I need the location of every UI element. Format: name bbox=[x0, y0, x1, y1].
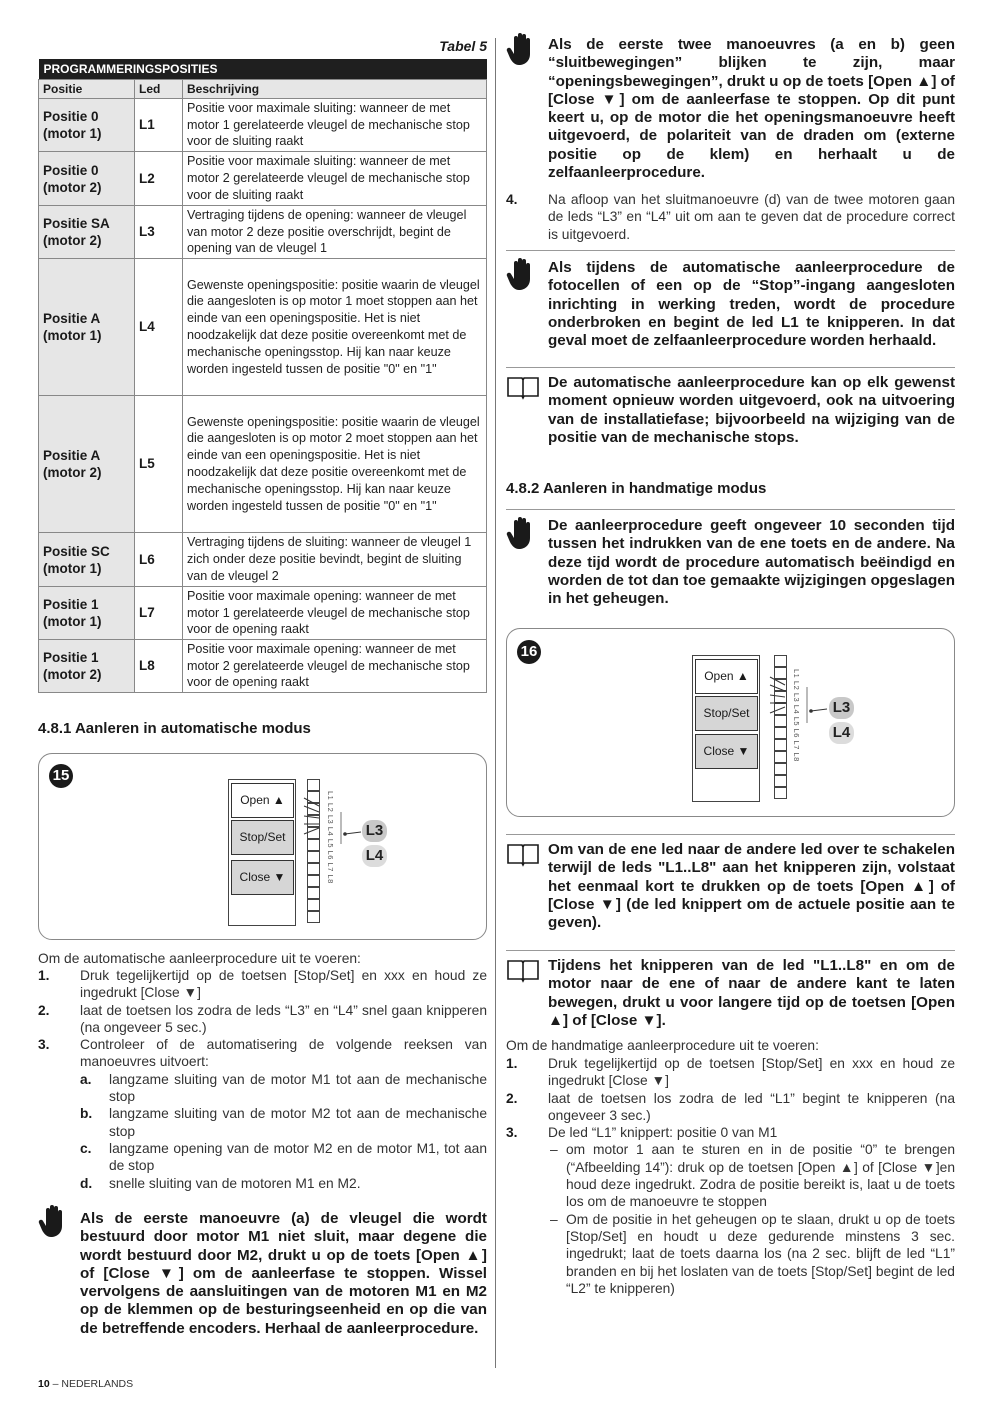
info-note-switch-led: Om van de ene led naar de andere led over te schakelen terwijl de leds "L1..L8" aan het knipperen zijn, volstaat het eenmaal kort te drukken op de toets [Open ▲] of [Close ▼] (de led knippert om de actuele positie aan te geven). bbox=[506, 834, 955, 935]
table-row bbox=[39, 152, 487, 206]
auto-intro: Om de automatische aanleerprocedure uit te voeren: bbox=[38, 951, 361, 966]
step-4: 4. Na afloop van het sluitmanoeuvre (d) van de twee motoren gaan de leds “L3” en “L4” uit om aan te geven dat de procedure correct is uitgevoerd. bbox=[506, 192, 955, 242]
cell-led: L1 bbox=[135, 99, 183, 152]
connector-lines bbox=[289, 794, 369, 844]
led-badge-l4: L4 bbox=[829, 722, 854, 744]
page-number: 10 bbox=[38, 1378, 50, 1390]
cell-position: Positie 0 (motor 2) bbox=[39, 152, 135, 206]
table-row bbox=[39, 640, 487, 693]
cell-led: L4 bbox=[135, 259, 183, 396]
hand-stop-icon bbox=[506, 514, 540, 550]
warning-note-motor-swap: Als de eerste manoeuvre (a) de vleugel die wordt bestuurd door motor M1 niet sluit, maar degene die wordt bestuurd door M2, drukt u op de toets [Open ▲] of [Close ▼] om de aanleerfase te stoppen. Wissel vervolgens de aansluitingen van de motoren M1 en M2 op de klemmen op de besturingseenheid en op die van de betreffende encoders. Herhaal de aanleerprocedure. bbox=[38, 1202, 487, 1352]
cell-position: Positie A (motor 2) bbox=[39, 396, 135, 533]
list-item: 2. laat de toetsen los zodra de leds “L3” en “L4” snel gaan knipperen (na ongeveer 5 sec.) bbox=[38, 1002, 487, 1035]
led-badge-l3: L3 bbox=[362, 820, 387, 842]
list-item: d. snelle sluiting van de motoren M1 en M2. bbox=[80, 1175, 361, 1191]
led-badge-l4: L4 bbox=[362, 845, 387, 867]
cell-led: L2 bbox=[135, 152, 183, 206]
auto-steps-list bbox=[38, 967, 487, 1192]
book-icon bbox=[506, 841, 540, 867]
close-button[interactable]: Close ▼ bbox=[231, 860, 294, 895]
cell-led: L8 bbox=[135, 640, 183, 693]
cell-led: L7 bbox=[135, 587, 183, 640]
list-item: – Om de positie in het geheugen op te slaan, drukt u op de toets [Stop/Set] en houdt u deze gedurende minstens 3 sec. ingedrukt; laat de toets daarna los (na 2 sec. blijft de led “L1” branden en bij het loslaten van de toets [Stop/Set] begint de led “L2” te knipperen) bbox=[550, 1211, 955, 1296]
figure-15 bbox=[38, 753, 487, 940]
led-labels: L1 L2 L3 L4 L5 L6 L7 L8 bbox=[792, 669, 801, 762]
cell-led: L6 bbox=[135, 533, 183, 587]
cell-led: L3 bbox=[135, 206, 183, 259]
cell-position: Positie SA (motor 2) bbox=[39, 206, 135, 259]
control-panel bbox=[228, 779, 296, 926]
programming-positions-table bbox=[38, 59, 487, 693]
hand-stop-icon bbox=[506, 30, 540, 66]
table-row bbox=[39, 396, 487, 533]
table-row bbox=[39, 206, 487, 259]
cell-position: Positie 1 (motor 1) bbox=[39, 587, 135, 640]
table-row bbox=[39, 587, 487, 640]
open-button[interactable]: Open ▲ bbox=[695, 659, 758, 694]
warning-note-polarity: Als de eerste twee manoeuvres (a en b) geen “sluitbewegingen” blijken te zijn, maar “openingsbewegingen”, drukt u op de toets [Open ▲] of [Close ▼] om de aanleerfase te stoppen. Op dit punt keert u, op de motor die het openingsmanoeuvre heeft uitgevoerd, de polariteit van de draden om (externe positie op de klem) en herhaalt u de zelfaanleerprocedure. bbox=[506, 30, 955, 180]
control-panel bbox=[692, 655, 760, 802]
open-button[interactable]: Open ▲ bbox=[231, 783, 294, 818]
cell-description: Vertraging tijdens de opening: wanneer de vleugel van motor 2 deze positie overschrijdt, begint de opening van de vleugel 1 bbox=[183, 206, 487, 259]
cell-description: Gewenste openingspositie: positie waarin de vleugel die aangesloten is op motor 2 moet stoppen aan het einde van een openingspositie. Het is niet noodzakelijk dat deze positie overeenkomt met de mechanische openingsstop. Hij kan naar keuze worden ingesteld tussen de positie "0" en "1" bbox=[183, 396, 487, 533]
book-icon bbox=[506, 374, 540, 400]
cell-description: Vertraging tijdens de sluiting: wanneer de vleugel 1 zich onder deze positie bevindt, begint de sluiting van de vleugel 2 bbox=[183, 533, 487, 587]
list-item: a. langzame sluiting van de motor M1 tot aan de mechanische stop bbox=[80, 1071, 487, 1105]
cell-position: Positie 1 (motor 2) bbox=[39, 640, 135, 693]
stop-set-button[interactable]: Stop/Set bbox=[231, 820, 294, 855]
cell-description: Positie voor maximale opening: wanneer de met motor 1 gerelateerde vleugel de mechanische stop voor de opening raakt bbox=[183, 587, 487, 640]
list-item: 1. Druk tegelijkertijd op de toetsen [Stop/Set] en xxx en houd ze ingedrukt [Close ▼] bbox=[38, 968, 487, 1001]
cell-description: Positie voor maximale sluiting: wanneer de met motor 1 gerelateerde vleugel de mechanische stop voor de sluiting raakt bbox=[183, 99, 487, 152]
table-row bbox=[39, 99, 487, 152]
info-note-repeat: De automatische aanleerprocedure kan op elk gewenst moment opnieuw worden uitgevoerd, ook na uitvoering van de installatiefase; bijvoorbeeld na wijziging van de positie van de mechanische stops. bbox=[506, 367, 955, 448]
list-item: – om motor 1 aan te sturen en in de positie “0” te brengen (“Afbeelding 14”): druk op de toetsen [Open ▲] of [Close ▼]en houd deze ingedrukt. Zodra de positie bereikt is, laat u de toets los om de manoeuvre te stoppen bbox=[550, 1142, 955, 1210]
list-item: 2. laat de toetsen los zodra de led “L1” begint te knipperen (na ongeveer 3 sec.) bbox=[506, 1090, 955, 1123]
list-item: b. langzame sluiting van de motor M2 tot aan de mechanische stop bbox=[80, 1106, 487, 1139]
column-divider bbox=[495, 38, 496, 1368]
col-header-positie: Positie bbox=[39, 80, 135, 99]
cell-led: L5 bbox=[135, 396, 183, 533]
section-heading-481: 4.8.1 Aanleren in automatische modus bbox=[38, 720, 311, 737]
section-heading-482: 4.8.2 Aanleren in handmatige modus bbox=[506, 480, 767, 497]
list-item: 3. Controleer of de automatisering de volgende reeksen van manoeuvres uitvoert: bbox=[38, 1037, 487, 1070]
footer-language: – NEDERLANDS bbox=[49, 1378, 134, 1390]
col-header-led: Led bbox=[135, 80, 183, 99]
list-item: 3. De led “L1” knippert: positie 0 van M1 bbox=[506, 1125, 778, 1141]
cell-position: Positie 0 (motor 1) bbox=[39, 99, 135, 152]
book-icon bbox=[506, 957, 540, 983]
warning-note-timeout: De aanleerprocedure geeft ongeveer 10 seconden tijd tussen het indrukken van de ene toets en de andere. Na deze tijd wordt de procedure automatisch beëindigd en worden de tot dan toe gemaakte wijzigingen opgeslagen in het geheugen. bbox=[506, 509, 955, 610]
close-button[interactable]: Close ▼ bbox=[695, 734, 758, 769]
manual-intro: Om de handmatige aanleerprocedure uit te voeren: bbox=[506, 1038, 819, 1053]
cell-position: Positie A (motor 1) bbox=[39, 259, 135, 396]
stop-set-button[interactable]: Stop/Set bbox=[695, 696, 758, 731]
list-item: 1. Druk tegelijkertijd op de toetsen [Stop/Set] en xxx en houd ze ingedrukt [Close ▼] bbox=[506, 1056, 955, 1089]
led-badge-l3: L3 bbox=[829, 697, 854, 719]
connector-lines bbox=[755, 673, 835, 723]
hand-stop-icon bbox=[38, 1202, 72, 1238]
cell-description: Positie voor maximale sluiting: wanneer de met motor 2 gerelateerde vleugel de mechanische stop voor de sluiting raakt bbox=[183, 152, 487, 206]
table-row bbox=[39, 259, 487, 396]
led-labels: L1 L2 L3 L4 L5 L6 L7 L8 bbox=[326, 791, 335, 884]
cell-description: Positie voor maximale opening: wanneer de met motor 2 gerelateerde vleugel de mechanische stop voor de opening raakt bbox=[183, 640, 487, 693]
figure-16 bbox=[506, 628, 955, 817]
page-footer bbox=[38, 1378, 133, 1390]
list-item: c. langzame opening van de motor M2 en de motor M1, tot aan de stop bbox=[80, 1140, 487, 1174]
cell-position: Positie SC (motor 1) bbox=[39, 533, 135, 587]
info-note-move-motor: Tijdens het knipperen van de led "L1..L8" en om de motor naar de ene of naar de andere kant te laten bewegen, drukt u voor langere tijd op de toetsen [Open ▲] of [Close ▼]. bbox=[506, 950, 955, 1031]
hand-stop-icon bbox=[506, 255, 540, 291]
cell-description: Gewenste openingspositie: positie waarin de vleugel die aangesloten is op motor 1 moet stoppen aan het einde van een openingspositie. Het is niet noodzakelijk dat deze positie overeenkomt met de mechanische openingsstop. Hij kan naar keuze worden ingesteld tussen de positie "0" en "1" bbox=[183, 259, 487, 396]
figure-number: 15 bbox=[49, 764, 73, 788]
warning-note-photocells: Als tijdens de automatische aanleerprocedure de fotocellen of een op de “Stop”-ingang aangesloten inrichting in werking treden, wordt de procedure onderbroken en begint de led L1 te knipperen. In dat geval moet de zelfaanleerprocedure worden herhaald. bbox=[506, 250, 955, 356]
table-row bbox=[39, 533, 487, 587]
col-header-beschrijving: Beschrijving bbox=[183, 80, 487, 99]
table-caption: Tabel 5 bbox=[439, 38, 487, 54]
figure-number: 16 bbox=[517, 640, 541, 664]
table-title: PROGRAMMERINGSPOSITIES bbox=[39, 59, 487, 80]
manual-steps-list bbox=[506, 1055, 955, 1297]
